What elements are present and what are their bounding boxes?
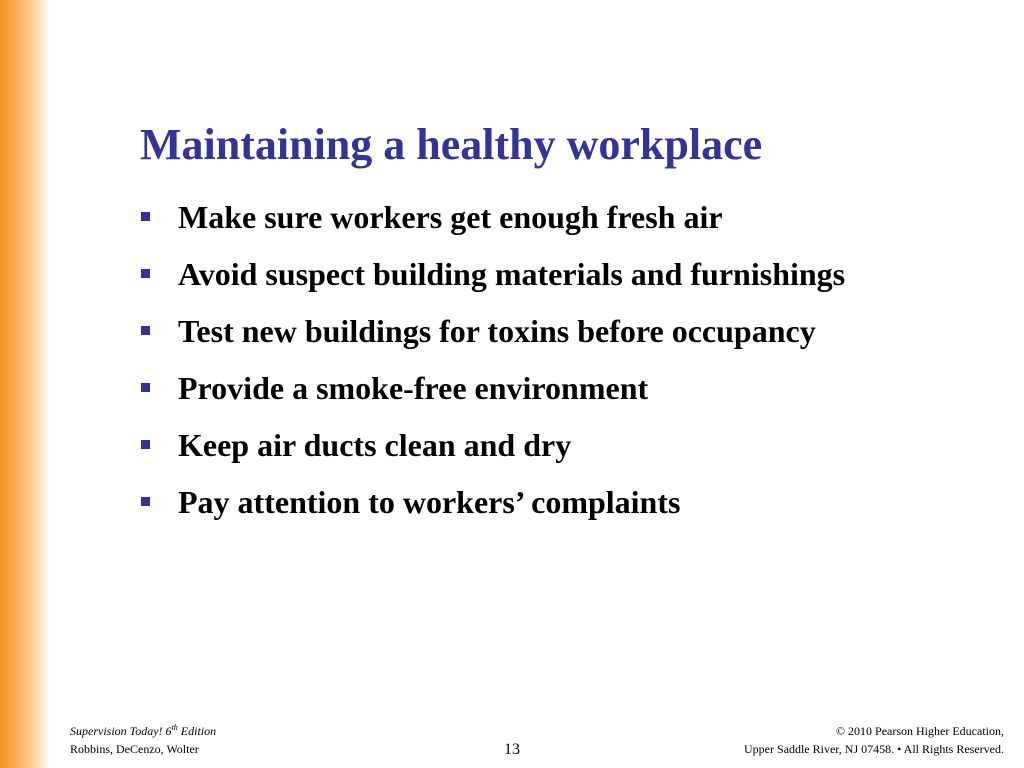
bullet-item xyxy=(140,251,1000,297)
square-bullet-icon xyxy=(141,383,150,392)
copyright-line-2: Upper Saddle River, NJ 07458. • All Rights Reserved. xyxy=(743,742,1004,756)
bullet-item xyxy=(140,308,1000,354)
bullet-text: Provide a smoke-free environment xyxy=(178,370,649,406)
edition-suffix: Edition xyxy=(177,724,217,738)
book-title-text: Supervision Today! 6 xyxy=(70,724,172,738)
footer-copyright xyxy=(744,722,1004,758)
edition-superscript: th xyxy=(171,723,178,732)
square-bullet-icon xyxy=(141,212,150,221)
bullet-item xyxy=(140,422,1000,468)
square-bullet-icon xyxy=(141,497,150,506)
bullet-text: Make sure workers get enough fresh air xyxy=(178,199,723,235)
footer-authors: Robbins, DeCenzo, Wolter xyxy=(70,742,199,756)
bullet-text: Keep air ducts clean and dry xyxy=(178,427,572,463)
orange-gradient-side-bar xyxy=(0,0,50,768)
square-bullet-icon xyxy=(141,269,150,278)
bullet-text: Test new buildings for toxins before occupancy xyxy=(178,313,816,349)
square-bullet-icon xyxy=(141,326,150,335)
bullet-text: Avoid suspect building materials and furnishings xyxy=(178,256,846,292)
bullet-text: Pay attention to workers’ complaints xyxy=(178,484,681,520)
bullet-item xyxy=(140,479,1000,525)
bullet-list xyxy=(140,194,1000,536)
page-number: 13 xyxy=(504,741,520,758)
footer-book-title xyxy=(70,722,216,740)
bullet-item xyxy=(140,365,1000,411)
slide-title: Maintaining a healthy workplace xyxy=(140,120,763,169)
bullet-item xyxy=(140,194,1000,240)
square-bullet-icon xyxy=(141,440,150,449)
copyright-line-1: © 2010 Pearson Higher Education, xyxy=(835,724,1004,738)
footer-book-info xyxy=(70,722,216,758)
